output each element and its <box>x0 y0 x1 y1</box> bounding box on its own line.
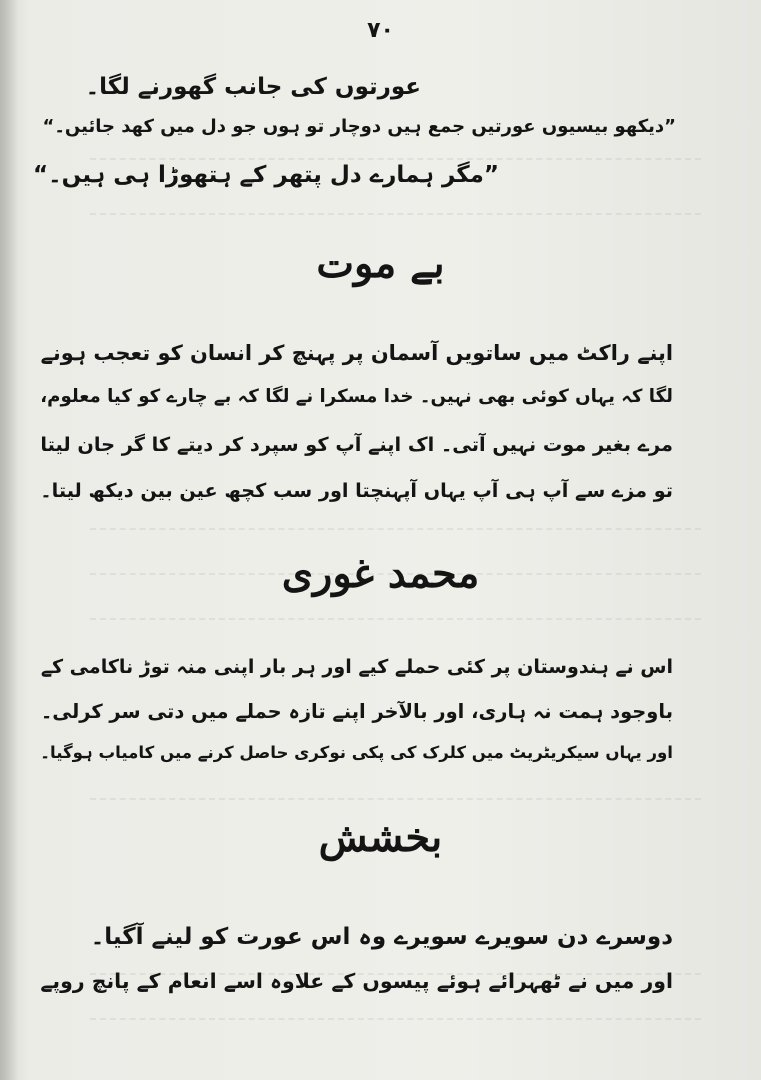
text-line: تو مزے سے آپ ہی آپ یہاں آپہنچتا اور سب کچھ عین بین دیکھ لیتا۔ <box>40 479 673 502</box>
text-line: لگا کہ یہاں کوئی بھی نہیں۔ خدا مسکرا نے لگا کہ بے چارے کو کیا معلوم، <box>40 386 673 407</box>
bleed-through-line <box>90 610 701 620</box>
text-line: اور یہاں سیکریٹریٹ میں کلرک کی پکی نوکری حاصل کرنے میں کامیاب ہوگیا۔ <box>40 743 673 762</box>
section-heading: بے موت <box>316 240 445 287</box>
bleed-through-line <box>90 520 701 530</box>
text-line: عورتوں کی جانب گھورنے لگا۔ <box>85 74 421 100</box>
text-line: اپنے راکٹ میں ساتویں آسمان پر پہنچ کر انسان کو تعجب ہونے <box>40 341 673 365</box>
page-number: ۷۰ <box>367 18 394 43</box>
bleed-through-line <box>90 150 701 160</box>
bleed-through-line <box>90 205 701 215</box>
text-line: ”دیکھو بیسیوں عورتیں جمع ہیں دوچار تو ہوں جو دل میں کھد جائیں۔“ <box>42 116 676 137</box>
text-line: مرے بغیر موت نہیں آتی۔ اک اپنے آپ کو سپرد کر دیتے کا گر جان لیتا <box>40 433 673 456</box>
page-gutter-shadow <box>0 0 18 1080</box>
text-line: اس نے ہندوستان پر کئی حملے کیے اور ہر بار اپنی منہ توڑ ناکامی کے <box>40 656 673 678</box>
bleed-through-line <box>90 790 701 800</box>
text-line: دوسرے دن سویرے سویرے وہ اس عورت کو لینے آگیا۔ <box>90 924 673 950</box>
section-heading: بخشش <box>318 814 443 861</box>
text-line: ”مگر ہمارے دل پتھر کے ہتھوڑا ہی ہیں۔“ <box>33 162 499 188</box>
text-line: اور میں نے ٹھہرائے ہوئے پیسوں کے علاوہ اسے انعام کے پانچ روپے <box>40 969 673 993</box>
section-heading: محمد غوری <box>281 550 480 597</box>
text-line: باوجود ہمت نہ ہاری، اور بالآخر اپنے تازہ حملے میں دتی سر کرلی۔ <box>40 700 673 723</box>
bleed-through-line <box>90 1010 701 1020</box>
